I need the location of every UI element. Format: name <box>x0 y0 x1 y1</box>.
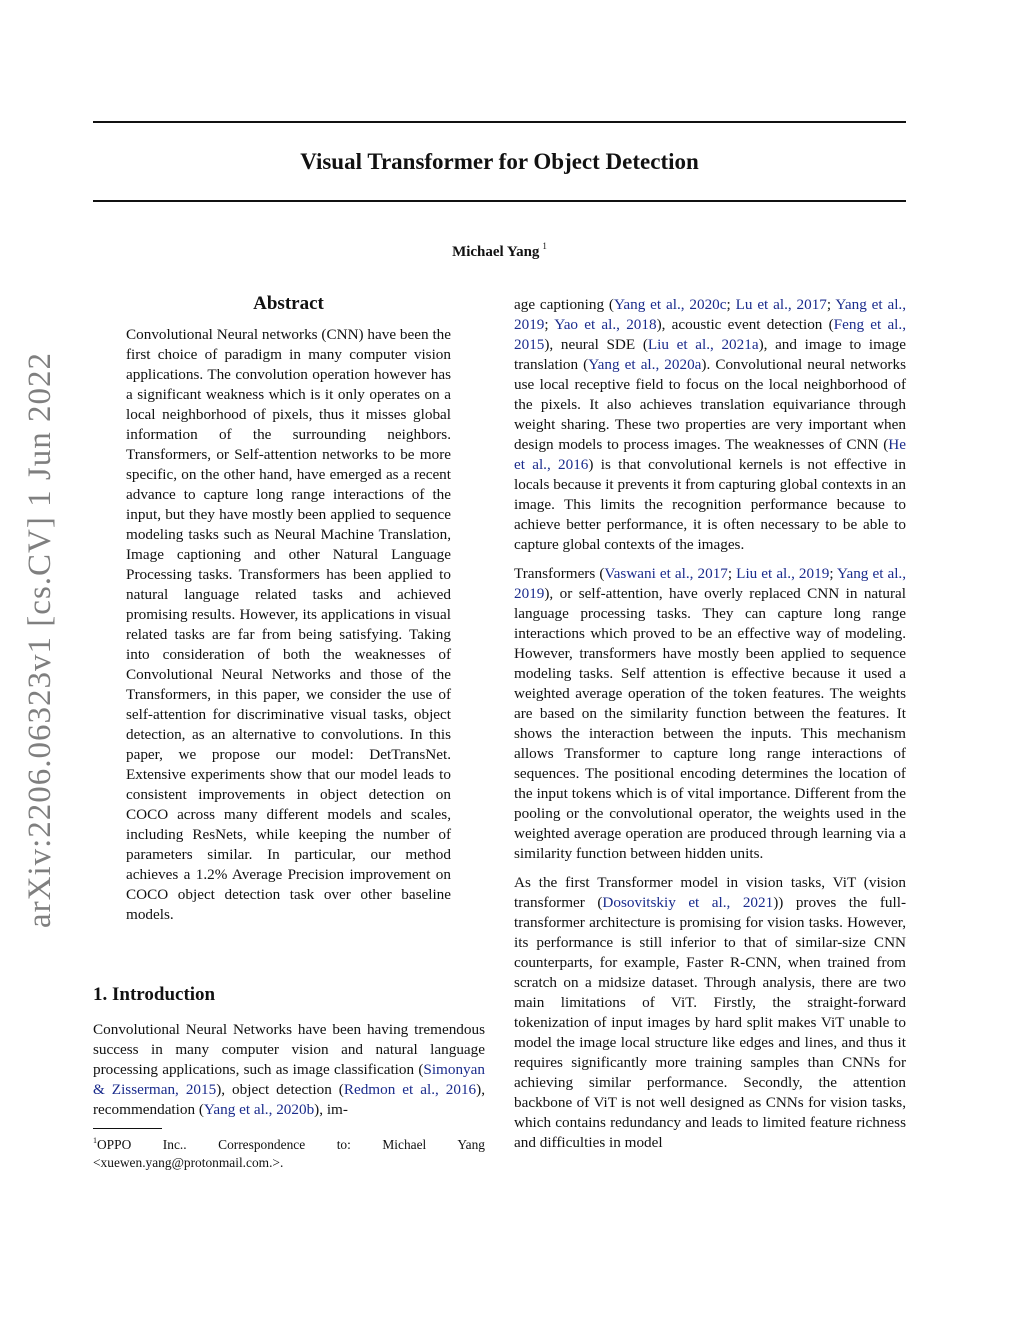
text-run: ) is that convolutional kernels is not effective in locals because it prevents it from capturing global contexts in an image. This limits the recognition performance because to achieve better performance, it is often necessary to be able to capture global contexts of the images. <box>514 456 906 553</box>
title-rule-top <box>93 121 906 123</box>
text-run: ; <box>544 316 555 333</box>
citation-link[interactable]: Yang et al., 2019 <box>514 296 907 333</box>
author-affiliation-mark: 1 <box>542 241 547 251</box>
citation-link[interactable]: Yang et al., 2020c <box>613 296 727 313</box>
citation-link[interactable]: Liu et al., 2019 <box>736 565 830 582</box>
text-run: ), or self-attention, have overly replaced CNN in natural language processing tasks. They can capture long range interactions which proved to be an effective way of modeling. However, transformers have mostly been applied to sequence modeling tasks. Self attention is effective because it used a weighted average operation of the token features. The weights are based on the similarity function between the features. It shows the interaction between the inputs. This mechanism allows Transformer to capture long range interactions of sequences. The positional encoding determines the location of the input tokens which is of vital importance. Different from the pooling or the convolutional operator, the weights used in the weighted average operation are produced through learning via a similarity function between hidden units. <box>514 585 906 862</box>
introduction-heading: 1. Introduction <box>93 984 216 1005</box>
citation-link[interactable]: Yang et al., 2019 <box>514 565 907 602</box>
text-run: age captioning ( <box>514 296 614 313</box>
text-run: ), recommendation ( <box>93 1081 485 1118</box>
citation-link[interactable]: Feng et al., 2015 <box>514 316 906 353</box>
right-column <box>514 295 906 1153</box>
citation-link[interactable]: Yao et al., 2018 <box>554 316 657 333</box>
text-run: ; <box>726 296 736 313</box>
title-rule-bottom <box>93 200 906 202</box>
citation-link[interactable]: Simonyan & Zisserman, 2015 <box>93 1061 485 1098</box>
footnote-mark: 1 <box>93 1136 97 1145</box>
abstract-text: Convolutional Neural networks (CNN) have been the first choice of paradigm in many computer vision applications. The convolution operation however has a significant weakness which is it only operates on a local neighborhood of pixels, thus it misses global information of the surrounding neighbors. Transformers, or Self-attention networks to be more specific, on the other hand, have emerged as a recent advance to capture long range interactions of the input, but they have mostly been applied to sequence modeling tasks such as Neural Machine Translation, Image captioning and other Natural Language Processing tasks. Transformers has been applied to natural language related tasks and achieved promising results. However, its applications in visual related tasks are far from being satisfying. Taking into consideration of both the weaknesses of Convolutional Neural Networks and those of the Transformers, in this paper, we consider the use of self-attention for discriminative visual tasks, object detection, as an alternative to convolutions. In this paper, we propose our model: DetTransNet. Extensive experiments show that our model leads to consistent improvements in object detection on COCO across many different models and scales, including ResNets, while keeping the number of parameters similar. In particular, our method achieves a 1.2% Average Precision improvement on COCO object detection task over other baseline models. <box>126 326 451 923</box>
body-paragraph-2 <box>514 564 906 864</box>
text-run: ). Convolutional neural networks use local receptive field to focus on the local neighborhood of the pixels. It also achieves translation equivariance through weight sharing. These two properties are very important when design models to process images. The weaknesses of CNN ( <box>514 356 906 453</box>
citation-link[interactable]: He et al., 2016 <box>514 436 906 473</box>
arxiv-identifier-stamp: arXiv:2206.06323v1 [cs.CV] 1 Jun 2022 <box>22 352 58 928</box>
body-paragraph-3 <box>514 873 906 1153</box>
citation-link[interactable]: Lu et al., 2017 <box>735 296 827 313</box>
citation-link[interactable]: Redmon et al., 2016 <box>343 1081 477 1098</box>
footnote-text: OPPO Inc.. Correspondence to: Michael Yang <xuewen.yang@protonmail.com.>. <box>93 1137 485 1170</box>
text-run: ), neural SDE ( <box>544 336 648 353</box>
text-run: ; <box>826 296 836 313</box>
footnote-rule <box>93 1128 162 1129</box>
citation-link[interactable]: Yang et al., 2020a <box>588 356 702 373</box>
text-run: Convolutional Neural Networks have been having tremendous success in many computer vision and natural language processing applications, such as image classification ( <box>93 1021 485 1078</box>
citation-link[interactable]: Vaswani et al., 2017 <box>604 565 728 582</box>
text-run: )) proves the full-transformer architecture is promising for vision tasks. However, its performance is still inferior to that of similar-size CNN counterparts, for example, Faster R-CNN, when trained from scratch on a midsize dataset. Through analysis, there are two main limitations of ViT. Firstly, the straight-forward tokenization of input images by hard split makes ViT unable to model the image local structure like edges and lines, and thus it requires significantly more training samples than CNNs for achieving similar performance. Secondly, the attention backbone of ViT is not well designed as CNNs for vision tasks, which contains redundancy and leads to limited feature richness and difficulties in model <box>514 894 906 1151</box>
citation-link[interactable]: Liu et al., 2021a <box>647 336 759 353</box>
author-name: Michael Yang <box>452 244 540 260</box>
citation-link[interactable]: Yang et al., 2020b <box>203 1101 315 1118</box>
text-run: ; <box>829 565 838 582</box>
body-paragraph-1 <box>514 295 906 555</box>
footnote <box>93 1132 485 1172</box>
abstract-heading: Abstract <box>253 293 324 314</box>
text-run: ), object detection ( <box>216 1081 344 1098</box>
text-run: As the first Transformer model in vision tasks, ViT (vision transformer ( <box>514 874 906 911</box>
introduction-paragraph <box>93 1020 485 1120</box>
author-line <box>93 235 906 263</box>
text-run: ), im- <box>314 1101 348 1118</box>
text-run: ), and image to image translation ( <box>514 336 906 373</box>
citation-link[interactable]: Dosovitskiy et al., 2021 <box>602 894 774 911</box>
text-run: ; <box>727 565 737 582</box>
paper-title: Visual Transformer for Object Detection <box>300 149 699 174</box>
text-run: ), acoustic event detection ( <box>656 316 834 333</box>
text-run: Transformers ( <box>514 565 605 582</box>
